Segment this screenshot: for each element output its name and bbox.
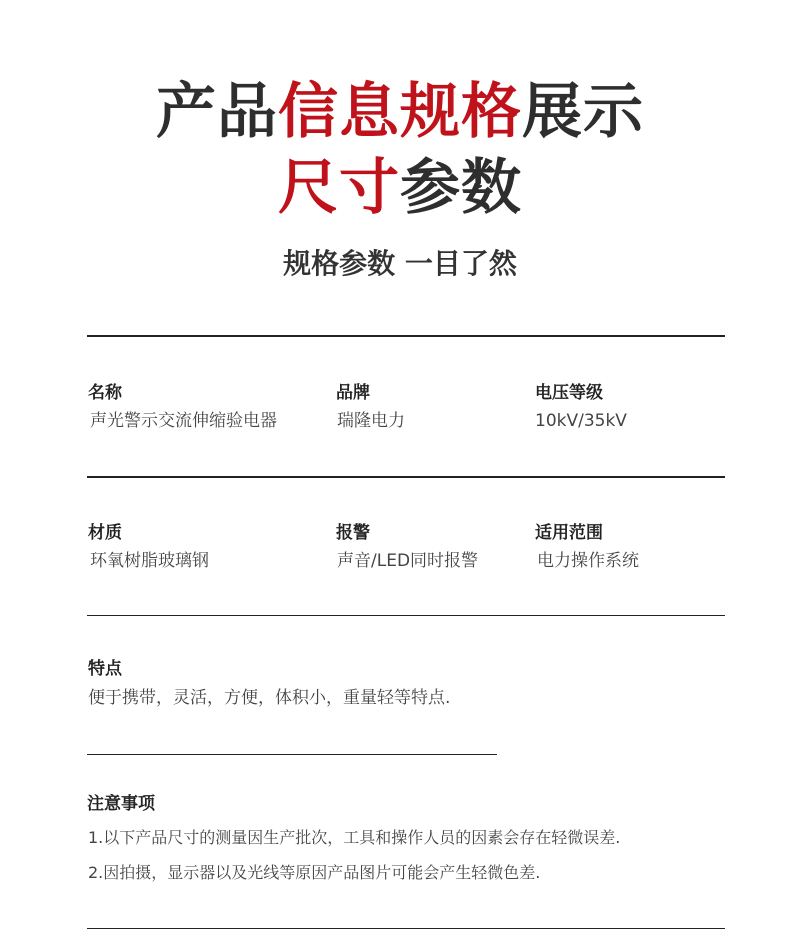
subtitle: 规格参数 一目了然 [283, 247, 517, 280]
spec-label-voltage: 电压等级 [535, 383, 603, 403]
divider-bottom [87, 928, 725, 929]
spec-label-material: 材质 [88, 523, 122, 543]
spec-value-alarm: 声音/LED同时报警 [337, 551, 479, 571]
title-highlight: 信息规格 [278, 77, 522, 147]
divider-features [87, 754, 497, 755]
spec-value-material: 环氧树脂玻璃钢 [90, 551, 209, 571]
spec-value-voltage: 10kV/35kV [535, 411, 627, 431]
divider-row2 [87, 615, 725, 616]
title-prefix: 产品 [156, 77, 278, 147]
spec-value-scope: 电力操作系统 [537, 551, 639, 571]
features-text: 便于携带，灵活，方便，体积小，重量轻等特点. [88, 688, 451, 708]
spec-label-alarm: 报警 [336, 523, 370, 543]
divider-top [87, 335, 725, 337]
page-title-line-2 [0, 150, 800, 226]
note-item-2: 2.因拍摄，显示器以及光线等原因产品图片可能会产生轻微色差. [88, 863, 541, 882]
divider-row1 [87, 476, 725, 478]
title-suffix: 展示 [522, 77, 644, 147]
spec-value-name: 声光警示交流伸缩验电器 [90, 411, 277, 431]
features-label: 特点 [88, 659, 122, 679]
spec-label-name: 名称 [88, 383, 122, 403]
title2-suffix: 参数 [400, 153, 522, 223]
page-title-line-1 [0, 74, 800, 150]
title2-highlight: 尺寸 [278, 153, 400, 223]
note-item-1: 1.以下产品尺寸的测量因生产批次，工具和操作人员的因素会存在轻微误差. [88, 828, 621, 847]
spec-value-brand: 瑞隆电力 [337, 411, 405, 431]
spec-label-scope: 适用范围 [535, 523, 603, 543]
notes-label: 注意事项 [87, 794, 155, 814]
spec-label-brand: 品牌 [336, 383, 370, 403]
